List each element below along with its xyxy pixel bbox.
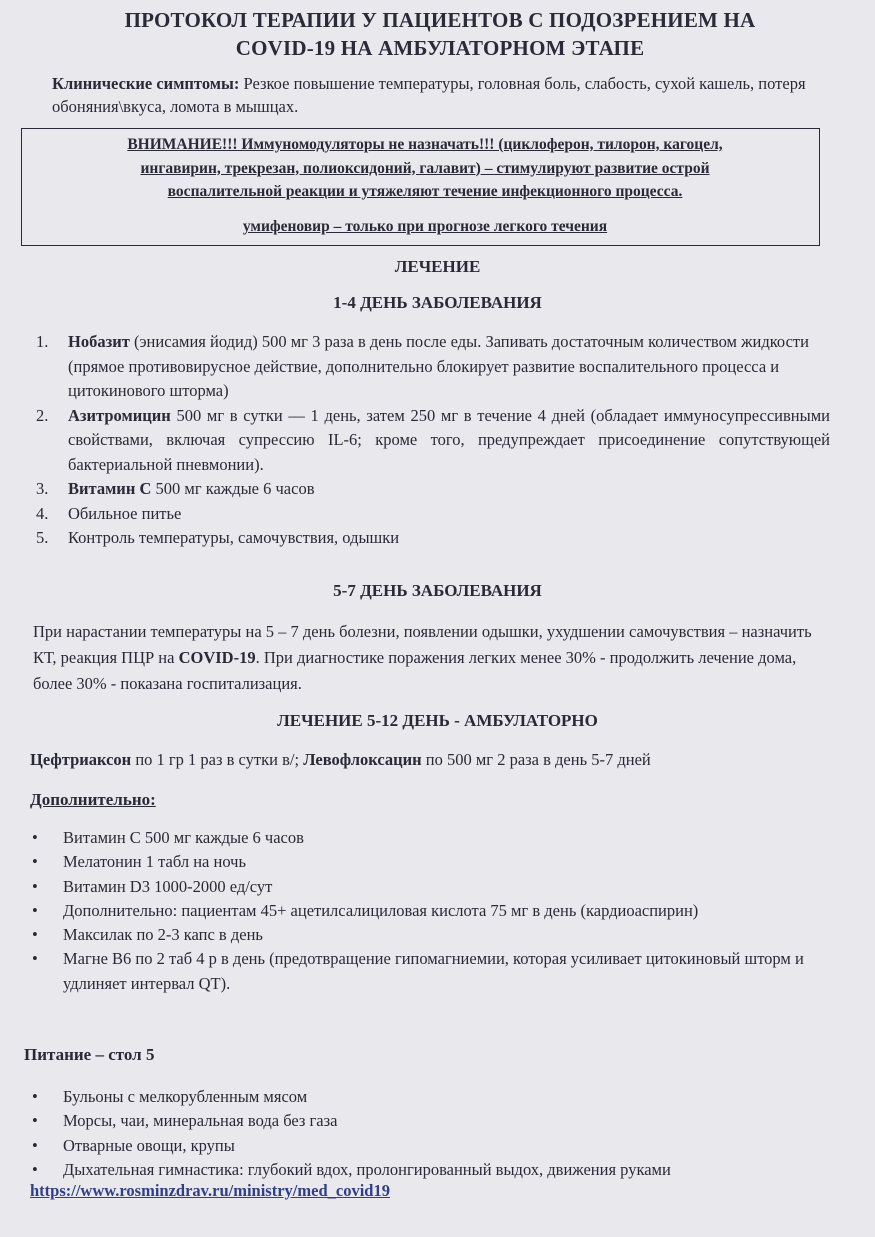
list-item: [30, 899, 830, 923]
bullet: •: [32, 925, 38, 945]
days-1-4-heading: 1-4 ДЕНЬ ЗАБОЛЕВАНИЯ: [333, 293, 542, 312]
warning-line-3: воспалительной реакции и утяжеляют течение инфекционного процесса.: [167, 183, 683, 200]
list-item: [20, 330, 830, 404]
list-item: [20, 477, 830, 502]
item-number: 3.: [36, 479, 49, 498]
list-item: [30, 826, 830, 850]
days-5-7-heading: 5-7 ДЕНЬ ЗАБОЛЕВАНИЯ: [333, 581, 542, 600]
warning-note: умифеновир – только при прогнозе легкого течения: [242, 218, 608, 235]
item-text: 500 мг каждые 6 часов: [151, 479, 315, 498]
symptoms-label: Клинические симптомы:: [52, 74, 240, 93]
list-item: [20, 526, 830, 551]
list-item: [20, 404, 830, 478]
item-number: 4.: [36, 503, 49, 523]
item-text: 500 мг в сутки — 1 день, затем 250 мг в течение 4 дней (обладает иммуносупрессивными свойствами, включая супрессию IL-6; кроме того, предупреждает присоединение сопутствующей бактериальной пневмонии).: [68, 405, 830, 474]
additional-list: [30, 826, 830, 996]
drug-name: Левофлоксацин: [303, 750, 422, 769]
item-text: Мелатонин 1 табл на ночь: [63, 852, 246, 872]
symptoms-text: Резкое повышение температуры, головная боль, слабость, сухой кашель, потеря обоняния\вкуса, ломота в мышцах.: [52, 74, 806, 116]
bullet: •: [32, 949, 38, 969]
additional-heading: Дополнительно:: [30, 790, 156, 809]
bullet: •: [32, 852, 38, 872]
list-item: [30, 1158, 830, 1182]
drug-name: Цефтриаксон: [30, 750, 132, 769]
bullet: •: [32, 900, 38, 920]
item-text: Дыхательная гимнастика: глубокий вдох, пролонгированный выдох, движения руками: [63, 1159, 671, 1179]
item-text: Бульоны с мелкорубленным мясом: [63, 1087, 308, 1106]
antibiotics-line: [30, 748, 830, 772]
bullet: •: [32, 1135, 38, 1155]
list-item: [30, 1109, 830, 1133]
item-text: Обильное питье: [68, 503, 182, 523]
document-title: [40, 6, 840, 62]
list-item: [30, 923, 830, 947]
bullet: •: [32, 828, 38, 847]
covid-term: COVID-19: [178, 648, 256, 667]
nutrition-heading: Питание – стол 5: [24, 1045, 155, 1064]
drug-name: Витамин С: [68, 479, 152, 498]
item-number: 1.: [36, 332, 49, 351]
list-item: [30, 1134, 830, 1158]
days-1-4-list: [20, 330, 830, 551]
bullet: •: [32, 1111, 38, 1131]
item-text: (энисамия йодид) 500 мг 3 раза в день после еды. Запивать достаточным количеством жидкости (прямое противовирусное действие, дополнительно блокирует развитие воспалительного процесса и цитокинового шторма): [68, 332, 809, 400]
warning-line-2: ингавирин, трекрезан, полиоксидоний, галавит) – стимулируют развитие острой: [140, 159, 710, 177]
warning-text: [30, 133, 820, 204]
item-text: Дополнительно: пациентам 45+ ацетилсалициловая кислота 75 мг в день (кардиоаспирин): [63, 900, 699, 920]
treatment-heading: ЛЕЧЕНИЕ: [394, 257, 481, 276]
item-text: Витамин D3 1000-2000 ед/сут: [63, 876, 273, 896]
item-text: Магне В6 по 2 таб 4 р в день (предотвращение гипомагниемии, которая усиливает цитокиновый шторм и удлиняет интервал QT).: [63, 949, 804, 993]
warning-line-1: ВНИМАНИЕ!!! Иммуномодуляторы не назначать!!! (циклоферон, тилорон, кагоцел,: [127, 136, 723, 153]
title-line-1: ПРОТОКОЛ ТЕРАПИИ У ПАЦИЕНТОВ С ПОДОЗРЕНИЕМ НА: [124, 8, 756, 32]
days-5-7-paragraph: [33, 619, 823, 697]
item-text: Витамин С 500 мг каждые 6 часов: [63, 828, 304, 847]
clinical-symptoms: [52, 72, 842, 118]
ministry-link[interactable]: https://www.rosminzdrav.ru/ministry/med_covid19: [30, 1181, 390, 1200]
treatment-5-12-heading: ЛЕЧЕНИЕ 5-12 ДЕНЬ - АМБУЛАТОРНО: [277, 711, 598, 730]
paragraph-text: При нарастании температуры на 5 – 7 день болезни, появлении одышки, ухудшении самочувствия – назначить КТ, реакция ПЦР на: [33, 622, 812, 667]
item-text: Контроль температуры, самочувствия, одышки: [68, 528, 400, 547]
drug-name: Нобазит: [68, 332, 130, 351]
title-line-2: COVID-19 НА АМБУЛАТОРНОМ ЭТАПЕ: [235, 36, 645, 60]
bullet: •: [32, 1159, 38, 1179]
list-item: [30, 1085, 830, 1109]
item-text: Отварные овощи, крупы: [63, 1135, 235, 1155]
item-text: Максилак по 2-3 капс в день: [63, 925, 263, 945]
list-item: [30, 850, 830, 874]
bullet: •: [32, 876, 38, 896]
dosage-text: по 500 мг 2 раза в день 5-7 дней: [421, 750, 651, 769]
item-number: 2.: [36, 405, 49, 425]
list-item: [30, 875, 830, 899]
dosage-text: по 1 гр 1 раз в сутки в/;: [131, 750, 304, 769]
item-number: 5.: [36, 528, 49, 547]
bullet: •: [32, 1087, 38, 1106]
drug-name: Азитромицин: [68, 405, 171, 425]
nutrition-list: [30, 1085, 830, 1182]
list-item: [20, 502, 830, 527]
paragraph-text: . При диагностике поражения легких менее 30% - продолжить лечение дома, более 30% - показана госпитализация.: [33, 648, 797, 693]
list-item: [30, 947, 830, 996]
item-text: Морсы, чаи, минеральная вода без газа: [63, 1111, 338, 1131]
